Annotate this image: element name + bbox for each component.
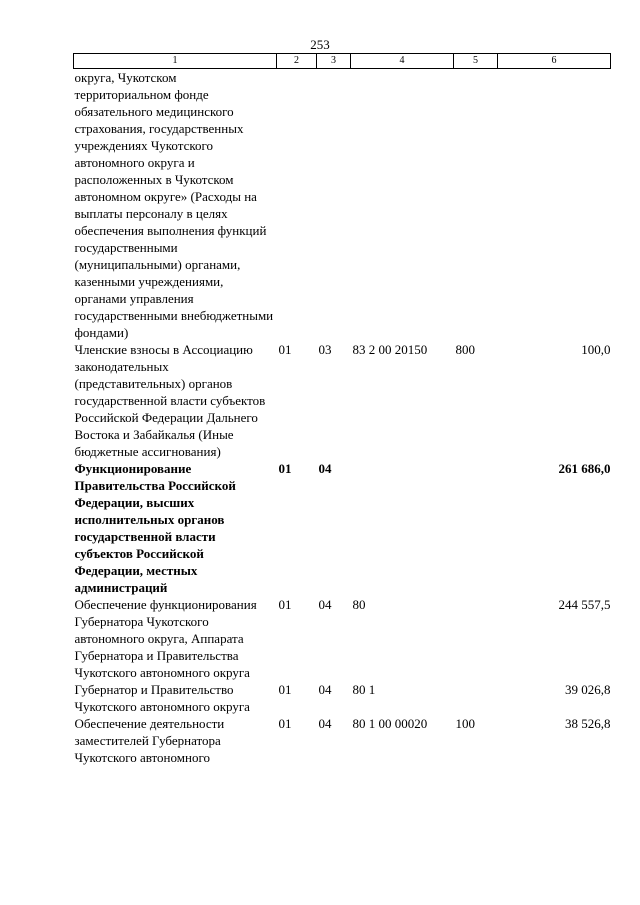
row-target-code: 83 2 00 20150 — [352, 342, 428, 357]
row-name: Функционирование Правительства Российской Федерации, высших исполнительных органов государственной власти субъектов Российской Федерации, местных администраций — [74, 461, 236, 595]
row-subsection: 04 — [318, 716, 332, 731]
row-name: Обеспечение деятельности заместителей Губернатора Чукотского автономного — [74, 716, 225, 765]
row-expense-type — [454, 596, 498, 681]
row-target-code: 80 1 — [352, 682, 376, 697]
row-subsection — [317, 69, 351, 342]
row-section — [277, 69, 317, 342]
table-row — [74, 460, 611, 596]
row-subsection: 04 — [318, 461, 332, 476]
column-header-4: 4 — [351, 54, 454, 69]
table-row — [74, 715, 611, 766]
row-section: 01 — [278, 342, 292, 357]
row-subsection: 04 — [318, 597, 332, 612]
row-name: Членские взносы в Ассоциацию законодательных (представительных) органов государственной власти субъектов Российской Федерации Дальнего Востока и Забайкалья (Иные бюджетные ассигнования) — [74, 342, 266, 459]
row-section: 01 — [278, 597, 292, 612]
row-target-code: 80 — [352, 597, 366, 612]
column-header-6: 6 — [498, 54, 611, 69]
table-row — [74, 341, 611, 460]
row-name: Обеспечение функционирования Губернатора Чукотского автономного округа, Аппарата Губернатора и Правительства Чукотского автономного округа — [74, 597, 257, 680]
row-target-code: 80 1 00 00020 — [352, 716, 428, 731]
table-row — [74, 69, 611, 342]
column-header-1: 1 — [74, 54, 277, 69]
row-expense-type — [454, 460, 498, 596]
row-section: 01 — [278, 682, 292, 697]
row-target-code — [351, 460, 454, 596]
column-number-header-row — [74, 54, 611, 69]
column-header-5: 5 — [454, 54, 498, 69]
row-amount: 261 686,0 — [558, 461, 611, 476]
table-row — [74, 596, 611, 681]
row-section: 01 — [278, 716, 292, 731]
row-expense-type: 800 — [455, 342, 475, 357]
row-amount: 39 026,8 — [565, 682, 611, 697]
row-amount: 38 526,8 — [565, 716, 611, 731]
row-name: округа, Чукотском территориальном фонде обязательного медицинского страхования, государственных учреждениях Чукотского автономного округа и расположенных в Чукотском автономном округе» (Расходы на выплаты персоналу в целях обеспечения выполнения функций государственными (муниципальными) органами, казенными учреждениями, органами управления государственными внебюджетными фондами) — [74, 70, 274, 340]
row-expense-type: 100 — [455, 716, 475, 731]
row-expense-type — [454, 681, 498, 715]
row-expense-type — [454, 69, 498, 342]
row-amount: 244 557,5 — [558, 597, 611, 612]
column-header-3: 3 — [317, 54, 351, 69]
page-number: 253 — [310, 37, 330, 52]
table-row — [74, 681, 611, 715]
row-amount — [498, 69, 611, 342]
column-header-2: 2 — [277, 54, 317, 69]
row-section: 01 — [278, 461, 292, 476]
row-amount: 100,0 — [581, 342, 611, 357]
row-target-code — [351, 69, 454, 342]
row-subsection: 03 — [318, 342, 332, 357]
budget-table — [73, 53, 611, 766]
row-subsection: 04 — [318, 682, 332, 697]
row-name: Губернатор и Правительство Чукотского автономного округа — [74, 682, 250, 714]
